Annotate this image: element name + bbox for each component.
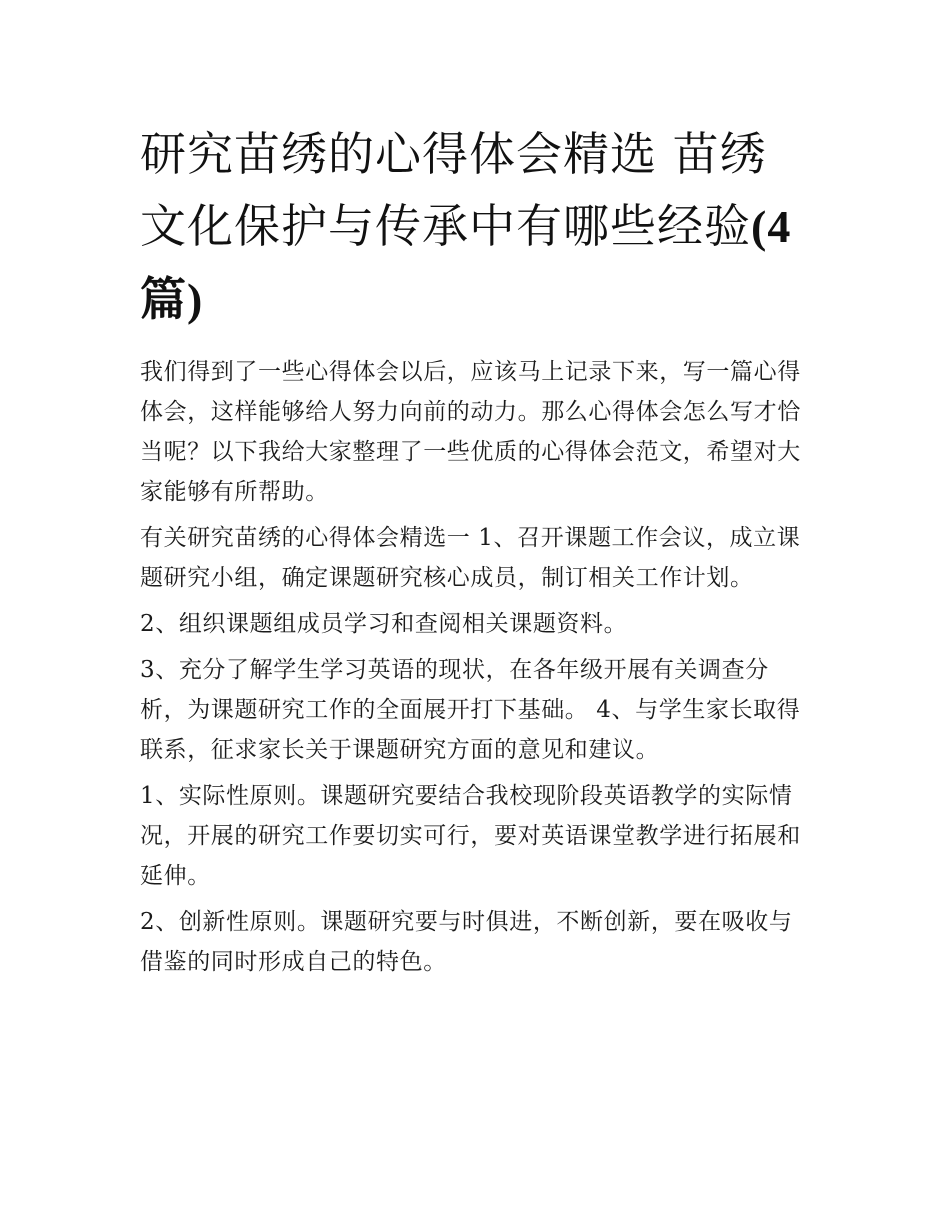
list-item-3-4: 3、充分了解学生学习英语的现状，在各年级开展有关调查分析，为课题研究工作的全面展开打下基础。 4、与学生家长取得联系，征求家长关于课题研究方面的意见和建议。 [140,657,801,763]
title-main: 研究苗绣的心得体会精选 苗绣文化保护与传承中有哪些经验 [140,127,767,253]
intro-paragraph: 我们得到了一些心得体会以后，应该马上记录下来，写一篇心得体会，这样能够给人努力向前的动力。那么心得体会怎么写才恰当呢？以下我给大家整理了一些优质的心得体会范文，希望对大家能够有所帮助。 [140,359,801,505]
principle-innovative: 2、创新性原则。课题研究要与时俱进，不断创新，要在吸收与借鉴的同时形成自己的特色。 [140,909,793,975]
list-item-2: 2、组织课题组成员学习和查阅相关课题资料。 [140,611,628,637]
document-page [140,118,812,988]
principle-practical: 1、实际性原则。课题研究要结合我校现阶段英语教学的实际情况，开展的研究工作要切实可行，要对英语课堂教学进行拓展和延伸。 [140,783,801,889]
section-one-paragraph: 有关研究苗绣的心得体会精选一 1、召开课题工作会议，成立课题研究小组，确定课题研究核心成员，制订相关工作计划。 [140,525,801,591]
document-body [140,352,812,982]
title-count: (4篇) [140,201,792,325]
document-title [140,118,812,336]
